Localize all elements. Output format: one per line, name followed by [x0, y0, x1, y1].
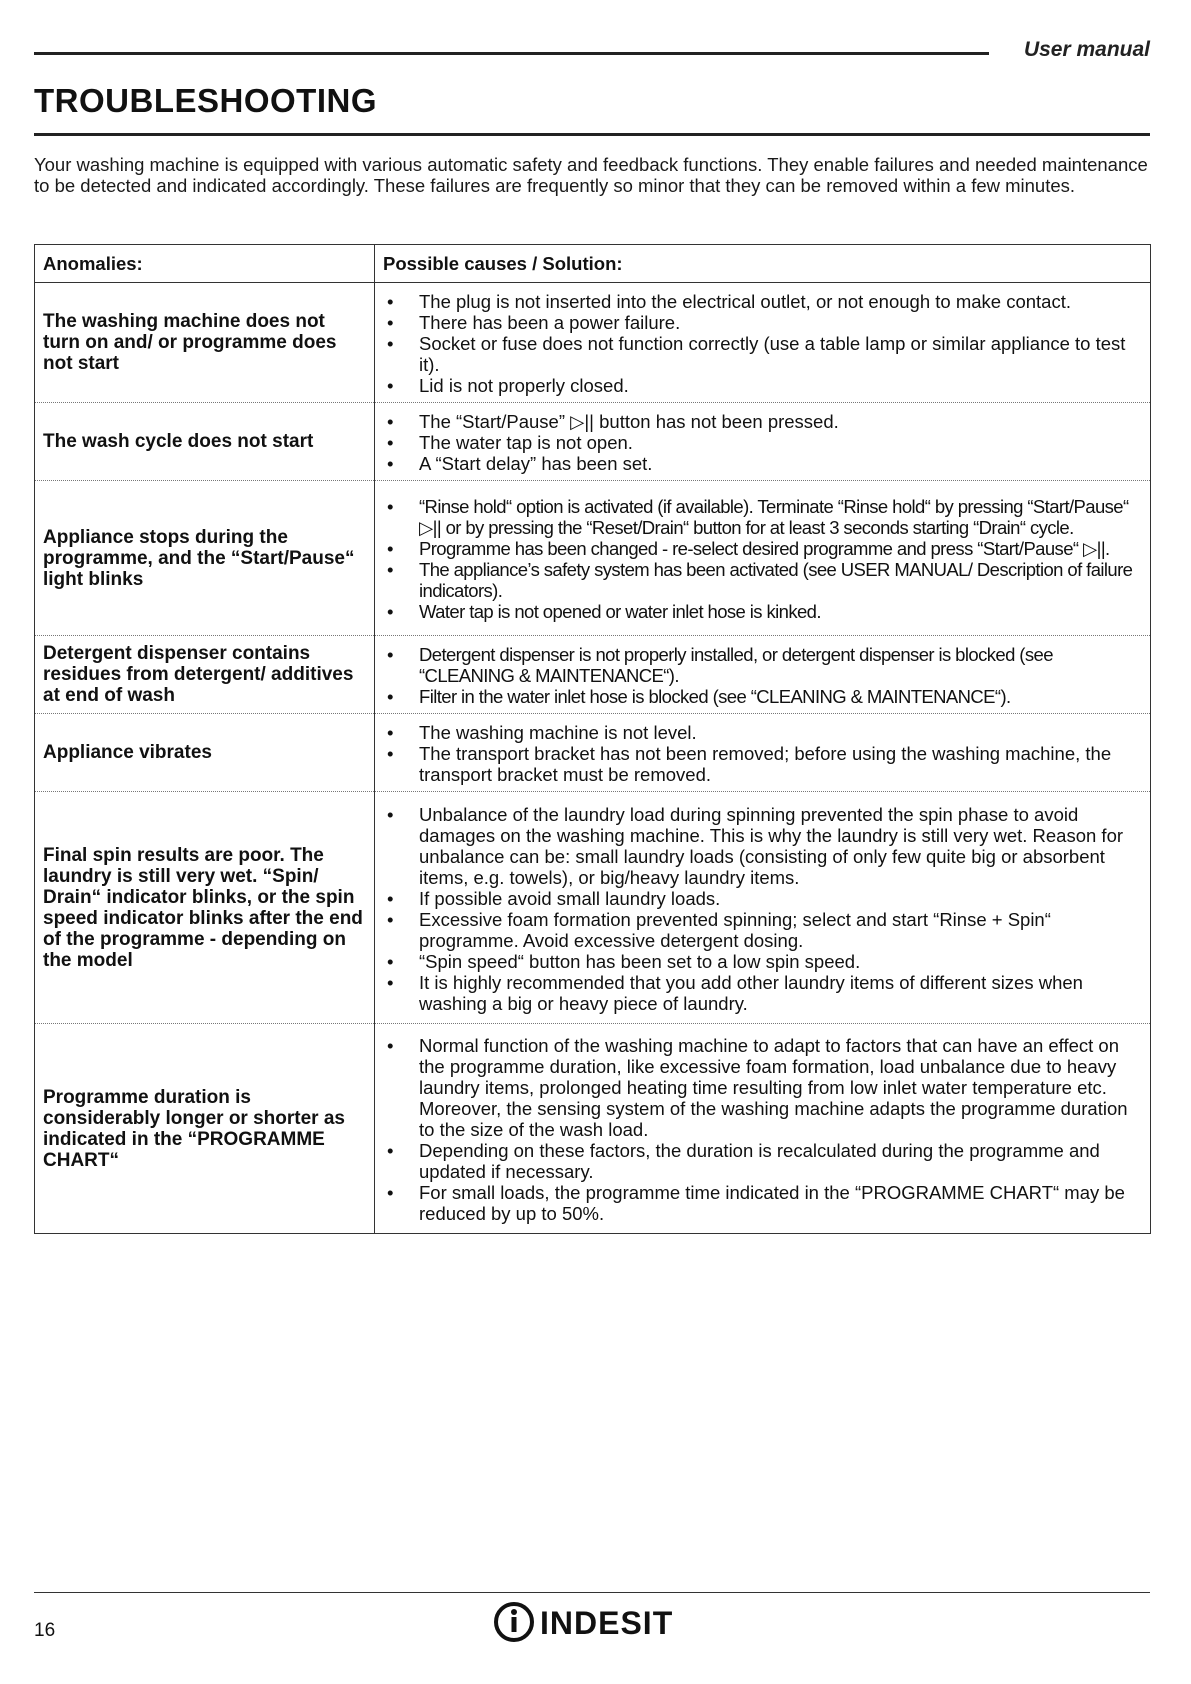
anomaly-cell: The washing machine does not turn on and/ or programme does not start — [35, 283, 375, 403]
anomaly-cell: Programme duration is considerably longer or shorter as indicated in the “PROGRAMME CHART“ — [35, 1024, 375, 1234]
causes-list — [383, 804, 1142, 1014]
brand-logo-icon — [492, 1597, 682, 1647]
header-rule — [34, 52, 989, 55]
footer-rule — [34, 1592, 1150, 1593]
list-item: • Lid is not properly closed. — [383, 375, 1142, 396]
list-item: • If possible avoid small laundry loads. — [383, 888, 1142, 909]
page-title: TROUBLESHOOTING — [34, 82, 377, 119]
list-item: • The “Start/Pause” ▷|| button has not been pressed. — [383, 411, 1142, 432]
table-row — [35, 283, 1151, 403]
list-item: • A “Start delay” has been set. — [383, 453, 1142, 474]
causes-cell — [375, 481, 1151, 636]
list-item: • Depending on these factors, the duration is recalculated during the programme and updated if necessary. — [383, 1140, 1142, 1182]
list-item: • It is highly recommended that you add other laundry items of different sizes when washing a big or heavy piece of laundry. — [383, 972, 1142, 1014]
anomaly-cell: Appliance stops during the programme, and the “Start/Pause“ light blinks — [35, 481, 375, 636]
brand-name: INDESIT — [540, 1605, 674, 1641]
list-item: • Excessive foam formation prevented spinning; select and start “Rinse + Spin“ programme. Avoid excessive detergent dosing. — [383, 909, 1142, 951]
list-item: • The water tap is not open. — [383, 432, 1142, 453]
causes-cell — [375, 403, 1151, 481]
list-item: • The appliance’s safety system has been activated (see USER MANUAL/ Description of failure indicators). — [383, 559, 1142, 601]
troubleshooting-table — [34, 244, 1151, 1234]
list-item: • Unbalance of the laundry load during spinning prevented the spin phase to avoid damages on the washing machine. This is why the laundry is still very wet. Reason for unbalance can be: small laundry loads (consisting of only few quite big or absorbent items, e.g. towels), or big/heavy laundry items. — [383, 804, 1142, 888]
list-item: • For small loads, the programme time indicated in the “PROGRAMME CHART“ may be reduced by up to 50%. — [383, 1182, 1142, 1224]
causes-cell — [375, 1024, 1151, 1234]
list-item: • The transport bracket has not been removed; before using the washing machine, the transport bracket must be removed. — [383, 743, 1142, 785]
list-item: • “Rinse hold“ option is activated (if available). Terminate “Rinse hold“ by pressing “Start/Pause“ ▷|| or by pressing the “Reset/Drain“ button for at least 3 seconds starting “Drain“ cycle. — [383, 496, 1142, 538]
indesit-logo — [492, 1597, 682, 1652]
list-item: • The plug is not inserted into the electrical outlet, or not enough to make contact. — [383, 291, 1142, 312]
header-label: User manual — [1023, 38, 1150, 61]
table-row — [35, 792, 1151, 1024]
list-item: • The washing machine is not level. — [383, 722, 1142, 743]
list-item: • There has been a power failure. — [383, 312, 1142, 333]
table-header-row — [35, 245, 1151, 283]
causes-list — [383, 411, 1142, 474]
causes-list — [383, 722, 1142, 785]
header-causes: Possible causes / Solution: — [375, 245, 1151, 283]
header-anomalies: Anomalies: — [35, 245, 375, 283]
list-item: • Programme has been changed - re-select desired programme and press “Start/Pause“ ▷||. — [383, 538, 1142, 559]
list-item: • “Spin speed“ button has been set to a low spin speed. — [383, 951, 1142, 972]
table-row — [35, 714, 1151, 792]
causes-cell — [375, 792, 1151, 1024]
causes-list — [383, 496, 1142, 622]
table-row — [35, 403, 1151, 481]
table-row — [35, 481, 1151, 636]
anomaly-cell: Final spin results are poor. The laundry is still very wet. “Spin/ Drain“ indicator blinks, or the spin speed indicator blinks after the end of the programme - depending on the model — [35, 792, 375, 1024]
anomaly-cell: Detergent dispenser contains residues from detergent/ additives at end of wash — [35, 636, 375, 714]
intro-paragraph: Your washing machine is equipped with various automatic safety and feedback functions. They enable failures and needed maintenance to be detected and indicated accordingly. These failures are frequently so minor that they can be removed within a few minutes. — [34, 154, 1148, 196]
table-row — [35, 636, 1151, 714]
causes-cell — [375, 636, 1151, 714]
causes-list — [383, 644, 1142, 707]
anomaly-cell: The wash cycle does not start — [35, 403, 375, 481]
list-item: • Detergent dispenser is not properly installed, or detergent dispenser is blocked (see “CLEANING & MAINTENANCE“). — [383, 644, 1142, 686]
list-item: • Filter in the water inlet hose is blocked (see “CLEANING & MAINTENANCE“). — [383, 686, 1142, 707]
list-item: • Water tap is not opened or water inlet hose is kinked. — [383, 601, 1142, 622]
causes-cell — [375, 714, 1151, 792]
table-row — [35, 1024, 1151, 1234]
list-item: • Normal function of the washing machine to adapt to factors that can have an effect on the programme duration, like excessive foam formation, load unbalance due to heavy laundry items, prolonged heating time resulting from low inlet water temperature etc. Moreover, the sensing system of the washing machine adapts the programme duration to the size of the wash load. — [383, 1035, 1142, 1140]
title-rule — [34, 133, 1150, 136]
list-item: • Socket or fuse does not function correctly (use a table lamp or similar appliance to test it). — [383, 333, 1142, 375]
causes-list — [383, 1035, 1142, 1224]
causes-list — [383, 291, 1142, 396]
anomaly-cell: Appliance vibrates — [35, 714, 375, 792]
page-number: 16 — [34, 1620, 56, 1641]
causes-cell — [375, 283, 1151, 403]
